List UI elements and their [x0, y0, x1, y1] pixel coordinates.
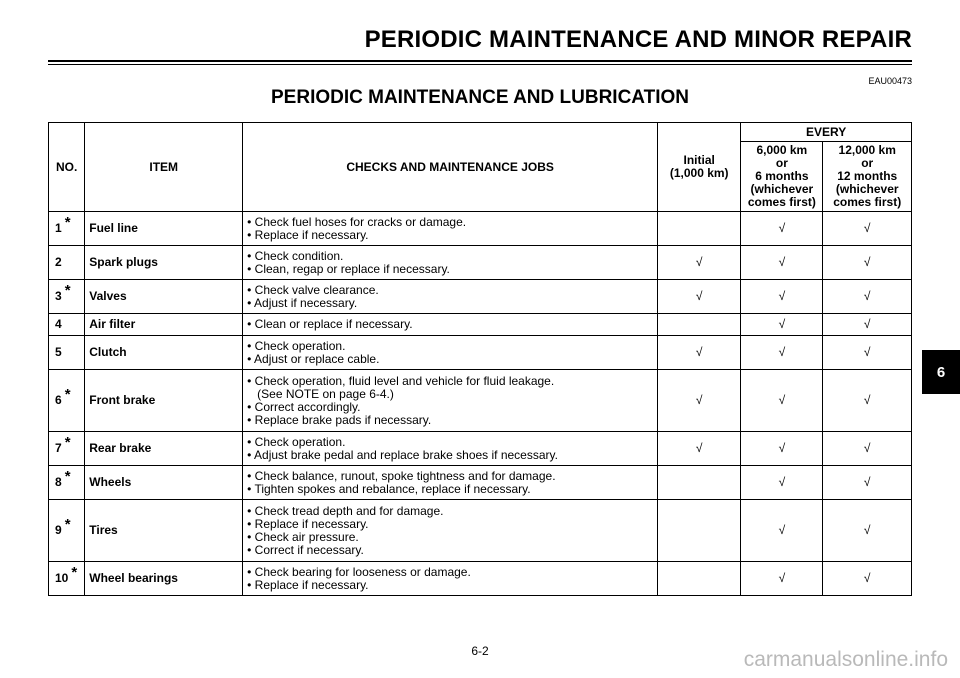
- row-check-initial: [658, 562, 741, 596]
- row-number: [49, 246, 85, 280]
- header-every: EVERY: [741, 123, 912, 142]
- row-check-initial: √: [658, 280, 741, 314]
- row-check-initial: [658, 466, 741, 500]
- row-jobs: • Check valve clearance. • Adjust if necessary.: [243, 280, 658, 314]
- page-number: 6-2: [471, 644, 489, 658]
- dealer-service-marker: *: [64, 434, 71, 451]
- row-jobs: • Check bearing for looseness or damage. • Replace if necessary.: [243, 562, 658, 596]
- row-item: Tires: [85, 500, 243, 562]
- row-check-12000km: √: [823, 370, 912, 432]
- header-6000km: 6,000 km or 6 months (whichever comes first): [741, 142, 823, 212]
- row-item: Rear brake: [85, 432, 243, 466]
- header-item: ITEM: [85, 123, 243, 212]
- table-body: [49, 212, 912, 596]
- row-number-text: 3: [55, 289, 62, 303]
- row-number: [49, 280, 85, 314]
- row-jobs: • Check operation. • Adjust brake pedal and replace brake shoes if necessary.: [243, 432, 658, 466]
- table-row: [49, 246, 912, 280]
- row-check-12000km: √: [823, 212, 912, 246]
- row-check-12000km: √: [823, 336, 912, 370]
- header-initial: Initial (1,000 km): [658, 123, 741, 212]
- header-rule-thin: [48, 64, 912, 65]
- table-row: [49, 336, 912, 370]
- table-row: [49, 314, 912, 336]
- row-item: Wheel bearings: [85, 562, 243, 596]
- header-12000km: 12,000 km or 12 months (whichever comes first): [823, 142, 912, 212]
- row-jobs: • Check fuel hoses for cracks or damage. • Replace if necessary.: [243, 212, 658, 246]
- row-check-6000km: √: [741, 466, 823, 500]
- table-row: [49, 500, 912, 562]
- table-row: [49, 466, 912, 500]
- dealer-service-marker: *: [64, 516, 71, 533]
- row-item: Valves: [85, 280, 243, 314]
- row-check-12000km: √: [823, 280, 912, 314]
- table-row: [49, 212, 912, 246]
- row-number: [49, 370, 85, 432]
- row-item: Air filter: [85, 314, 243, 336]
- row-item: Wheels: [85, 466, 243, 500]
- row-number: [49, 336, 85, 370]
- watermark: carmanualsonline.info: [743, 648, 948, 671]
- row-number-text: 5: [55, 345, 62, 359]
- row-check-6000km: √: [741, 212, 823, 246]
- row-jobs: • Check operation, fluid level and vehicle for fluid leakage. (See NOTE on page 6-4.) • Correct accordingly. • Replace brake pads if necessary.: [243, 370, 658, 432]
- row-jobs: • Check condition. • Clean, regap or replace if necessary.: [243, 246, 658, 280]
- row-check-6000km: √: [741, 280, 823, 314]
- chapter-tab: 6: [922, 350, 960, 394]
- table-row: [49, 562, 912, 596]
- row-check-initial: [658, 314, 741, 336]
- page-header-title: PERIODIC MAINTENANCE AND MINOR REPAIR: [364, 26, 912, 53]
- row-number: [49, 500, 85, 562]
- row-check-12000km: √: [823, 246, 912, 280]
- document-code: EAU00473: [868, 76, 912, 86]
- header-jobs: CHECKS AND MAINTENANCE JOBS: [243, 123, 658, 212]
- row-check-12000km: √: [823, 314, 912, 336]
- row-item: Fuel line: [85, 212, 243, 246]
- row-item: Front brake: [85, 370, 243, 432]
- header-rule: [48, 60, 912, 62]
- row-number-text: 4: [55, 317, 62, 331]
- row-check-initial: √: [658, 370, 741, 432]
- row-check-initial: √: [658, 432, 741, 466]
- dealer-service-marker: *: [64, 468, 71, 485]
- row-check-initial: √: [658, 246, 741, 280]
- row-number: [49, 466, 85, 500]
- table-row: [49, 370, 912, 432]
- row-check-6000km: √: [741, 562, 823, 596]
- row-check-12000km: √: [823, 500, 912, 562]
- row-number-text: 10: [55, 571, 69, 585]
- row-jobs: • Check operation. • Adjust or replace cable.: [243, 336, 658, 370]
- row-number-text: 9: [55, 523, 62, 537]
- row-jobs: • Check tread depth and for damage. • Replace if necessary. • Check air pressure. • Correct if necessary.: [243, 500, 658, 562]
- row-check-6000km: √: [741, 500, 823, 562]
- row-check-12000km: √: [823, 432, 912, 466]
- dealer-service-marker: *: [64, 386, 71, 403]
- row-check-initial: [658, 500, 741, 562]
- row-item: Clutch: [85, 336, 243, 370]
- row-number-text: 7: [55, 441, 62, 455]
- dealer-service-marker: *: [71, 564, 78, 581]
- row-check-12000km: √: [823, 466, 912, 500]
- row-number-text: 2: [55, 255, 62, 269]
- row-number: [49, 212, 85, 246]
- row-check-6000km: √: [741, 432, 823, 466]
- row-jobs: • Check balance, runout, spoke tightness and for damage. • Tighten spokes and rebalance, replace if necessary.: [243, 466, 658, 500]
- row-number: [49, 562, 85, 596]
- row-number: [49, 432, 85, 466]
- row-check-initial: √: [658, 336, 741, 370]
- dealer-service-marker: *: [64, 214, 71, 231]
- row-jobs: • Clean or replace if necessary.: [243, 314, 658, 336]
- row-item: Spark plugs: [85, 246, 243, 280]
- row-number-text: 1: [55, 221, 62, 235]
- header-no: NO.: [49, 123, 85, 212]
- row-check-6000km: √: [741, 336, 823, 370]
- table-row: [49, 432, 912, 466]
- row-check-6000km: √: [741, 370, 823, 432]
- maintenance-table: [48, 122, 912, 596]
- row-number-text: 8: [55, 475, 62, 489]
- row-check-6000km: √: [741, 314, 823, 336]
- row-number: [49, 314, 85, 336]
- section-title: PERIODIC MAINTENANCE AND LUBRICATION: [271, 87, 689, 108]
- row-check-initial: [658, 212, 741, 246]
- row-check-6000km: √: [741, 246, 823, 280]
- row-check-12000km: √: [823, 562, 912, 596]
- dealer-service-marker: *: [64, 282, 71, 299]
- row-number-text: 6: [55, 393, 62, 407]
- table-row: [49, 280, 912, 314]
